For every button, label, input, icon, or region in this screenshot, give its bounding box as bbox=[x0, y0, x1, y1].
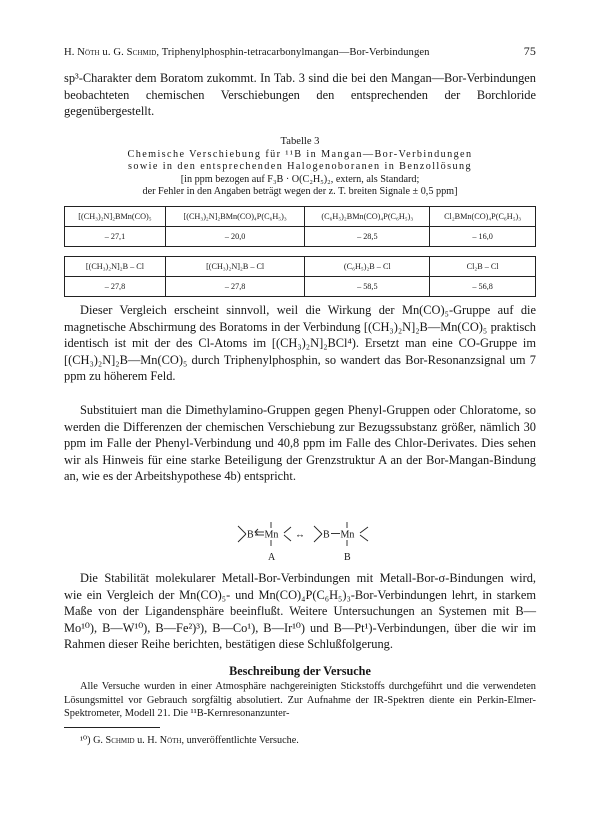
table-header-cell: [(CH₃)₂N]₂B – Cl bbox=[65, 257, 166, 277]
table-cell: – 20,0 bbox=[165, 227, 304, 247]
footnote: ¹⁰) G. Schmid u. H. Nöth, unveröffentlichte Versuche. bbox=[80, 735, 299, 746]
table-row bbox=[65, 227, 536, 247]
manganese-atom-a: Mn bbox=[264, 529, 279, 541]
manganese-atom-b: Mn bbox=[340, 529, 355, 541]
table-header-cell: Cl₂B – Cl bbox=[430, 257, 536, 277]
table-header-cell: [(CH₃)₂N]₂BMn(CO)₄P(C₆H₅)₃ bbox=[165, 207, 304, 227]
structure-label-a: A bbox=[268, 552, 276, 563]
table-header-cell: [(CH₃)₂N]₂B – Cl bbox=[165, 257, 304, 277]
table-caption bbox=[64, 136, 536, 199]
table-cell: – 27,8 bbox=[65, 277, 166, 297]
table-header-cell: (C₆H₅)₂B – Cl bbox=[305, 257, 430, 277]
table-cell: – 28,5 bbox=[305, 227, 430, 247]
shift-table bbox=[64, 206, 536, 297]
table-caption-line-2: sowie in den entsprechenden Halogenoboranen in Benzollösung bbox=[127, 161, 472, 173]
table-cell: – 58,5 bbox=[305, 277, 430, 297]
table-caption-line-1: Chemische Verschiebung für ¹¹B in Mangan—Bor-Verbindungen bbox=[127, 148, 473, 160]
table-row bbox=[65, 257, 536, 277]
paragraph-substitution: Substituiert man die Dimethylamino-Gruppen gegen Phenyl-Gruppen oder Chloratome, so werden die Differenzen der chemischen Verschiebung zur Bezugssubstanz größer, nämlich 30 ppm im Falle der Phenyl-Verbindung und 40,8 ppm im Falle des Chlor-Derivates. Dies sehen wir als Hinweis für eine starke Beteiligung der Grenzstruktur A an der Bor-Mangan-Bindung an, wie es der Arbeitshypothese 4b) entspricht. bbox=[64, 403, 536, 484]
running-title: H. Nöth u. G. Schmid, Triphenylphosphin-tetracarbonylmangan—Bor-Verbindungen bbox=[64, 47, 430, 58]
footnote-marker: ¹⁰) bbox=[80, 735, 91, 746]
table-header-cell: Cl₂BMn(CO)₄P(C₆H₅)₃ bbox=[430, 207, 536, 227]
paragraph-stability: Die Stabilität molekularer Metall-Bor-Verbindungen mit Metall-Bor-σ-Bindungen wird, wie ein Vergleich der Mn(CO)₅- und Mn(CO)₄P(C₆H₅)₃-Bor-Verbindungen lehrt, in starkem Maße von der Ligandensphäre beeinflußt. Weitere Untersuchungen an Systemen mit B—Mo¹⁰), B—W¹⁰), B—Fe²)³), B—Co¹), B—Ir¹⁰) und B—Pt¹)-Verbindungen, über die wir im Rahmen dieser Reihe berichten, bestätigen diese Schlußfolgerung. bbox=[64, 571, 536, 652]
table-title: Tabelle 3 bbox=[280, 136, 320, 147]
table-cell: – 27,1 bbox=[65, 227, 166, 247]
table-header-cell: (C₆H₅)₂BMn(CO)₄P(C₆H₅)₃ bbox=[305, 207, 430, 227]
table-row bbox=[65, 277, 536, 297]
boron-atom-a: B bbox=[247, 529, 254, 541]
table-cell: – 56,8 bbox=[430, 277, 536, 297]
table-header-cell: [(CH₃)₂N]₂BMn(CO)₅ bbox=[65, 207, 166, 227]
section-heading: Beschreibung der Versuche bbox=[229, 664, 371, 678]
structure-label-b: B bbox=[344, 552, 351, 563]
page-number: 75 bbox=[523, 44, 536, 58]
footnote-rule bbox=[64, 727, 160, 728]
paragraph-experimental: Alle Versuche wurden in einer Atmosphäre nachgereinigten Stickstoffs durchgeführt und die verwendeten Lösungsmittel vor Gebrauch sorgfältig absolutiert. Zur Aufnahme der IR-Spektren diente ein Perkin-Elmer-Spektrometer, Modell 21. Die ¹¹B-Kernresonanzunter- bbox=[64, 681, 536, 720]
table-caption-line-3: [in ppm bezogen auf F₃B · O(C₂H₅)₂, extern, als Standard; bbox=[180, 173, 420, 185]
table-cell: – 27,8 bbox=[165, 277, 304, 297]
running-header bbox=[64, 44, 536, 59]
table-cell: – 16,0 bbox=[430, 227, 536, 247]
resonance-arrow: ↔ bbox=[295, 529, 305, 541]
boron-atom-b: B bbox=[323, 529, 330, 541]
table-caption-line-4: der Fehler in den Angaben beträgt wegen der z. T. breiten Signale ± 0,5 ppm] bbox=[142, 186, 458, 198]
paragraph-comparison: Dieser Vergleich erscheint sinnvoll, weil die Wirkung der Mn(CO)₅-Gruppe auf die magnetische Abschirmung des Boratoms in der Verbindung [(CH₃)₂N]₂B—Mn(CO)₅ praktisch identisch ist mit der des Cl-Atoms im [(CH₃)₂N]₂BCl⁴). Ersetzt man eine CO-Gruppe im [(CH₃)₂N]₂B—Mn(CO)₅ durch Triphenylphosphin, so wandert das Bor-Resonanzsignal um 7 ppm zu höherem Feld. bbox=[64, 303, 536, 384]
table-spacer bbox=[65, 247, 536, 257]
table-row bbox=[65, 207, 536, 227]
paragraph-intro: sp³-Charakter dem Boratom zukommt. In Tab. 3 sind die bei den Mangan—Bor-Verbindungen beobachteten chemischen Verschiebungen den entsprechenden der Borchloride gegenübergestellt. bbox=[64, 71, 536, 119]
resonance-structures bbox=[228, 520, 378, 564]
